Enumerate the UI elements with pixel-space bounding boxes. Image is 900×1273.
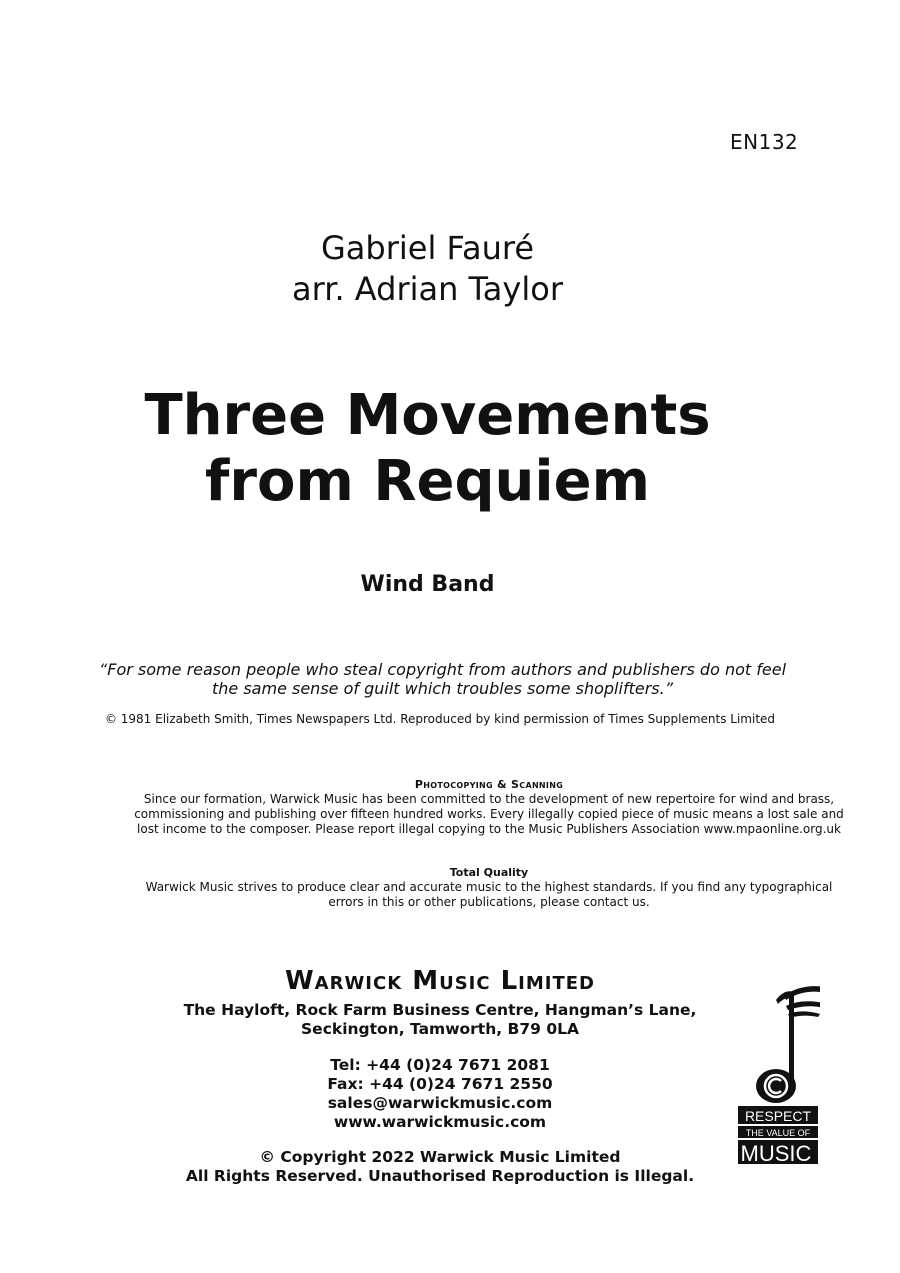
publisher-name: Warwick Music Limited bbox=[284, 966, 596, 996]
logo-line-1: RESPECT bbox=[744, 1108, 812, 1124]
photocopying-line-3: lost income to the composer. Please report illegal copying to the Music Publishers Association www.mpaonline.org.uk bbox=[137, 822, 841, 836]
photocopying-line-2: commissioning and publishing over fifteen hundred works. Every illegally copied piece of music means a lost sale and bbox=[134, 807, 844, 821]
photocopying-notice bbox=[100, 777, 878, 837]
photocopying-heading: Photocopying & Scanning bbox=[414, 778, 564, 791]
copyright-quote bbox=[0, 660, 885, 698]
quote-credit: © 1981 Elizabeth Smith, Times Newspapers Ltd. Reproduced by kind permission of Times Supplements Limited bbox=[104, 712, 776, 726]
copyright-line: © Copyright 2022 Warwick Music Limited bbox=[259, 1148, 621, 1166]
fax: Fax: +44 (0)24 7671 2550 bbox=[327, 1075, 553, 1093]
composer-name: Gabriel Fauré bbox=[320, 229, 534, 267]
quote-line-2: the same sense of guilt which troubles some shoplifters.” bbox=[212, 679, 673, 698]
respect-the-value-of-music-logo bbox=[736, 978, 820, 1166]
arranger-name: arr. Adrian Taylor bbox=[292, 270, 563, 308]
title-line-2: from Requiem bbox=[205, 449, 650, 514]
title-line-1: Three Movements bbox=[144, 383, 711, 448]
total-quality-line-1: Warwick Music strives to produce clear and accurate music to the highest standards. If you find any typographical bbox=[145, 880, 833, 894]
photocopying-line-1: Since our formation, Warwick Music has been committed to the development of new repertoire for wind and brass, bbox=[143, 792, 835, 806]
logo-line-3: MUSIC bbox=[740, 1141, 812, 1166]
address-line-2: Seckington, Tamworth, B79 0LA bbox=[301, 1020, 579, 1038]
total-quality-heading: Total Quality bbox=[449, 866, 529, 879]
website-link[interactable]: www.warwickmusic.com bbox=[333, 1113, 547, 1131]
address-line-1: The Hayloft, Rock Farm Business Centre, Hangman’s Lane, bbox=[183, 1001, 697, 1019]
rights-line: All Rights Reserved. Unauthorised Reproduction is Illegal. bbox=[185, 1167, 695, 1185]
quote-line-1: “For some reason people who steal copyright from authors and publishers do not feel bbox=[98, 660, 787, 679]
telephone: Tel: +44 (0)24 7671 2081 bbox=[330, 1056, 550, 1074]
logo-line-2: THE VALUE OF bbox=[745, 1128, 811, 1138]
page-title bbox=[0, 383, 855, 515]
total-quality-notice bbox=[100, 865, 878, 910]
email-link[interactable]: sales@warwickmusic.com bbox=[327, 1094, 553, 1112]
catalog-number: EN132 bbox=[730, 130, 799, 154]
instrumentation: Wind Band bbox=[360, 572, 495, 597]
credits-block bbox=[0, 228, 855, 310]
total-quality-line-2: errors in this or other publications, please contact us. bbox=[328, 895, 650, 909]
